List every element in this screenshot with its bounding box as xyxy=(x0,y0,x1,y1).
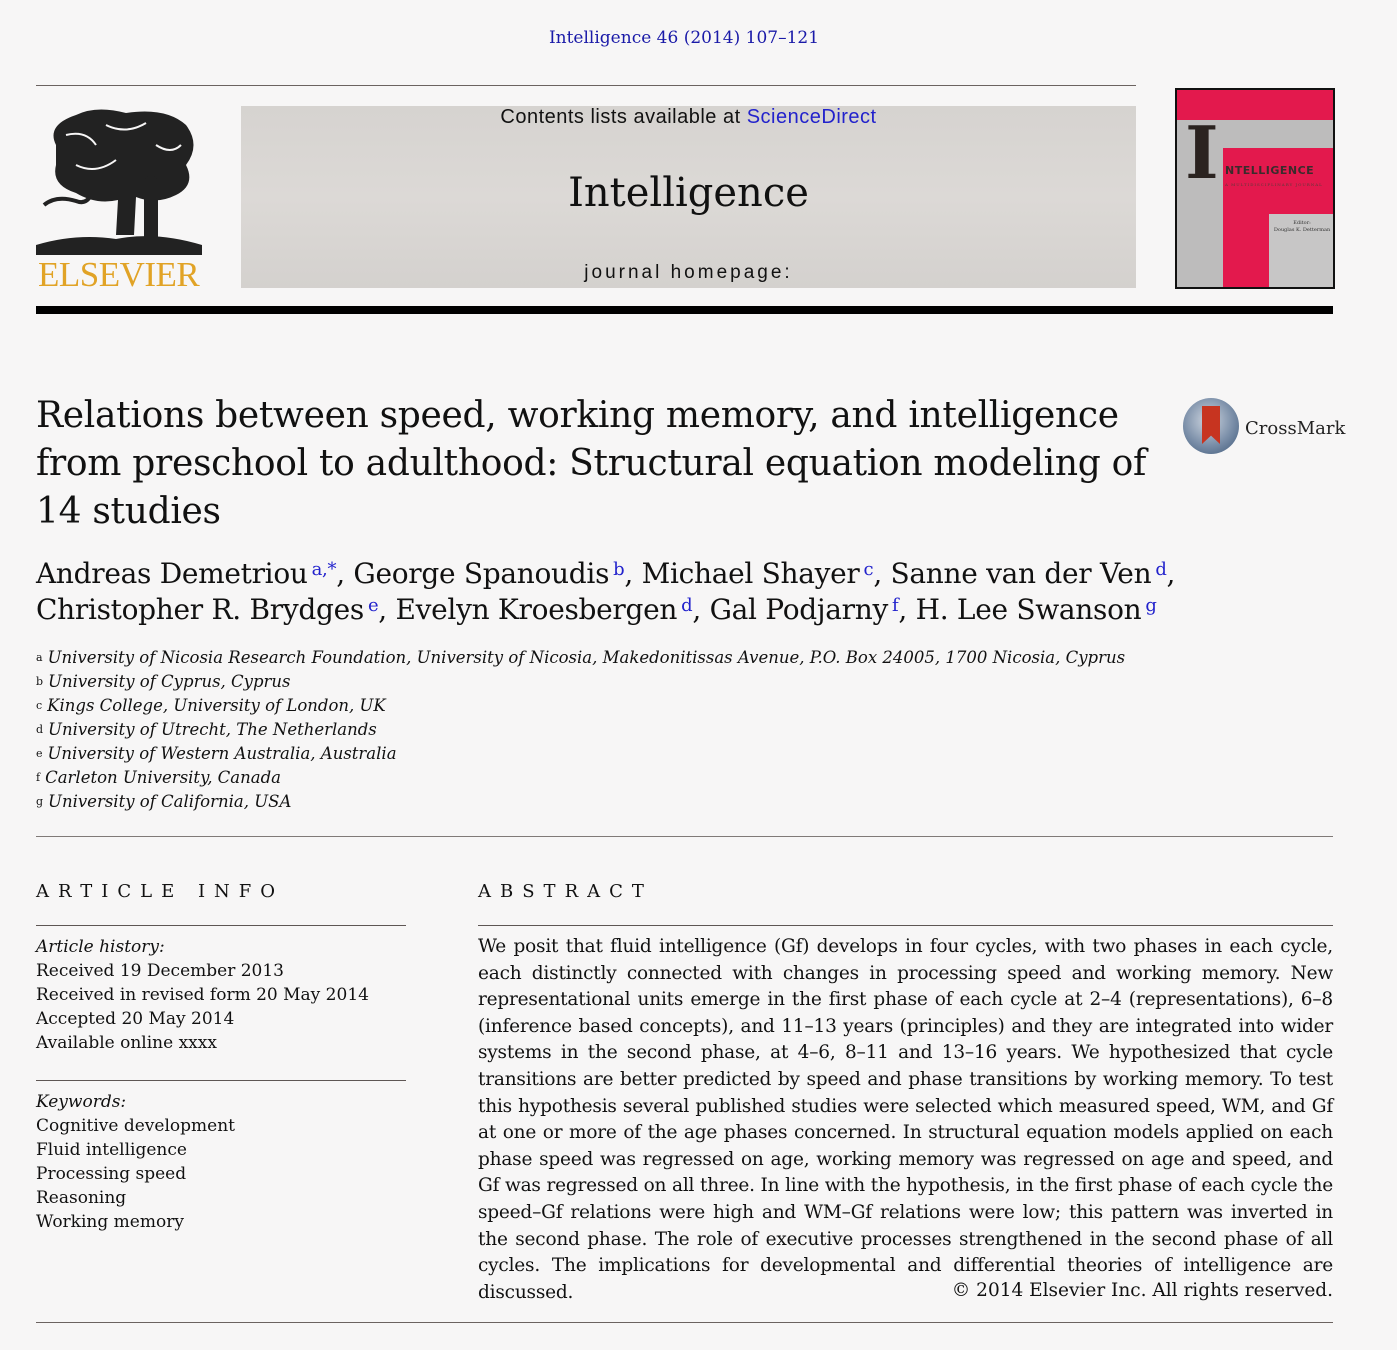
abstract-text: We posit that fluid intelligence (Gf) develops in four cycles, with two phases in each cycle, each distinctly connected with changes in processing speed and working memory. New representational units emerge in the first phase of each cycle at 2–4 (representations), 6–8 (inference based concepts), and 11–13 years (principles) and they are integrated into wider systems in the second phase, at 4–6, 8–11 and 13–16 years. We hypothesized that cycle transitions are better predicted by speed and phase transitions by working memory. To test this hypothesis several published studies were selected which measured speed, WM, and Gf at one or more of the age phases concerned. In structural equation models applied on each phase speed was regressed on age, working memory was regressed on age and speed, and Gf was regressed on all three. In line with the hypothesis, in the first phase of each cycle the speed–Gf relations were high and WM–Gf relations were low; this pattern was inverted in the second phase. The role of executive processes strengthened in the second phase of all cycles. The implications for developmental and differential theories of intelligence are discussed. xyxy=(478,936,1333,1303)
author-name: Michael Shayer xyxy=(641,557,860,590)
affiliation-label: b xyxy=(36,675,44,688)
author-affiliation-link[interactable]: g xyxy=(1145,595,1157,616)
author[interactable] xyxy=(396,593,693,626)
affiliation-label: a xyxy=(36,651,43,664)
author-affiliation-link[interactable]: c xyxy=(863,559,874,580)
author-name: Evelyn Kroesbergen xyxy=(395,593,678,626)
affiliation-text: University of Utrecht, The Netherlands xyxy=(48,720,377,739)
author-name: George Spanoudis xyxy=(353,557,610,590)
author-separator: , xyxy=(1166,557,1176,590)
tree-icon xyxy=(36,105,202,255)
keywords xyxy=(36,1090,235,1234)
article-title: Relations between speed, working memory, and intelligence from preschool to adulthood: Structural equation modeling of 14 studies xyxy=(36,395,1146,532)
affiliation-label: c xyxy=(36,699,43,712)
author-affiliation-link[interactable]: b xyxy=(613,559,625,580)
cover-title: NTELLIGENCE xyxy=(1225,164,1315,177)
keyword: Reasoning xyxy=(36,1188,127,1208)
article-history xyxy=(36,935,369,1055)
article-history-label: Article history: xyxy=(36,937,165,957)
affiliation-text: University of Nicosia Research Foundation, University of Nicosia, Makedonitissas Avenue, P.O. Box 24005, 1700 Nicosia, Cyprus xyxy=(47,648,1126,667)
history-item: Received in revised form 20 May 2014 xyxy=(36,985,369,1005)
abstract-divider xyxy=(478,925,1333,926)
author[interactable] xyxy=(916,593,1157,626)
affiliation-text: University of Cyprus, Cyprus xyxy=(48,672,291,691)
crossmark-button[interactable] xyxy=(1183,398,1346,458)
contents-line xyxy=(241,106,1136,129)
author-affiliation-link[interactable]: d xyxy=(681,595,693,616)
journal-title: Intelligence xyxy=(568,170,809,216)
author-separator: , xyxy=(336,557,354,590)
affiliation-text: Carleton University, Canada xyxy=(45,768,282,787)
sciencedirect-link[interactable]: ScienceDirect xyxy=(746,106,877,128)
affiliation-text: Kings College, University of London, UK xyxy=(47,696,386,715)
journal-banner xyxy=(241,106,1136,288)
author-separator: , xyxy=(873,557,891,590)
cover-editor xyxy=(1271,220,1333,234)
header-divider xyxy=(36,85,1136,86)
article-info-heading: ARTICLE INFO xyxy=(36,881,285,902)
author[interactable] xyxy=(353,557,624,590)
author-name: Gal Podjarny xyxy=(709,593,889,626)
affiliation-label: f xyxy=(36,771,41,784)
author-separator: , xyxy=(692,593,710,626)
cover-big-letter: I xyxy=(1185,110,1219,195)
author-affiliation-link[interactable]: f xyxy=(892,595,899,616)
keywords-label: Keywords: xyxy=(36,1092,127,1112)
author-separator: , xyxy=(624,557,642,590)
footer-divider xyxy=(36,1322,1333,1323)
history-item: Received 19 December 2013 xyxy=(36,961,284,981)
keyword: Fluid intelligence xyxy=(36,1140,187,1160)
author-affiliation-link[interactable]: d xyxy=(1155,559,1167,580)
author-name: H. Lee Swanson xyxy=(915,593,1142,626)
keywords-divider xyxy=(36,1080,406,1081)
author-name: Christopher R. Brydges xyxy=(36,593,364,626)
contents-prefix: Contents lists available at xyxy=(500,106,747,128)
affiliation-text: University of Western Australia, Australia xyxy=(47,744,397,763)
history-item: Available online xxxx xyxy=(36,1033,217,1053)
journal-citation[interactable]: Intelligence 46 (2014) 107–121 xyxy=(548,28,820,48)
crossmark-label: CrossMark xyxy=(1245,418,1346,439)
article-info-divider xyxy=(36,925,406,926)
cover-subtitle: A MULTIDISCIPLINARY JOURNAL xyxy=(1225,182,1323,187)
affiliation-text: University of California, USA xyxy=(48,792,292,811)
keyword: Cognitive development xyxy=(36,1116,235,1136)
header-thick-rule xyxy=(36,306,1333,314)
author-list xyxy=(36,556,1176,628)
abstract-heading: ABSTRACT xyxy=(478,881,653,902)
elsevier-logo xyxy=(36,105,202,294)
author-name: Andreas Demetriou xyxy=(36,557,308,590)
author-separator: , xyxy=(898,593,916,626)
affiliation xyxy=(36,670,1136,694)
affiliation xyxy=(36,694,1136,718)
affiliation xyxy=(36,742,1136,766)
affiliation xyxy=(36,766,1136,790)
elsevier-wordmark: ELSEVIER xyxy=(38,255,200,294)
author-affiliation-link[interactable]: e xyxy=(367,595,379,616)
affiliation-label: e xyxy=(36,747,43,760)
keyword: Working memory xyxy=(36,1212,184,1232)
journal-cover-image xyxy=(1175,88,1335,289)
journal-homepage[interactable]: journal homepage: xyxy=(584,262,793,283)
keyword: Processing speed xyxy=(36,1164,187,1184)
affiliation-list xyxy=(36,646,1136,814)
author[interactable] xyxy=(891,557,1167,590)
affiliation xyxy=(36,646,1136,670)
author[interactable] xyxy=(710,593,899,626)
author-affiliation-link[interactable]: a,* xyxy=(311,559,337,580)
author-name: Sanne van der Ven xyxy=(890,557,1152,590)
affiliation xyxy=(36,790,1136,814)
author-separator: , xyxy=(378,593,396,626)
author[interactable] xyxy=(36,557,336,590)
copyright-notice: © 2014 Elsevier Inc. All rights reserved. xyxy=(951,1280,1333,1301)
cover-editor-name: Douglas K. Detterman xyxy=(1273,227,1331,233)
affiliation-label: g xyxy=(36,795,44,808)
history-item: Accepted 20 May 2014 xyxy=(36,1009,235,1029)
affiliation-label: d xyxy=(36,723,44,736)
author[interactable] xyxy=(36,593,378,626)
affiliation xyxy=(36,718,1136,742)
section-divider xyxy=(36,836,1333,837)
author[interactable] xyxy=(642,557,874,590)
cover-editor-label: Editor: xyxy=(1293,220,1311,226)
